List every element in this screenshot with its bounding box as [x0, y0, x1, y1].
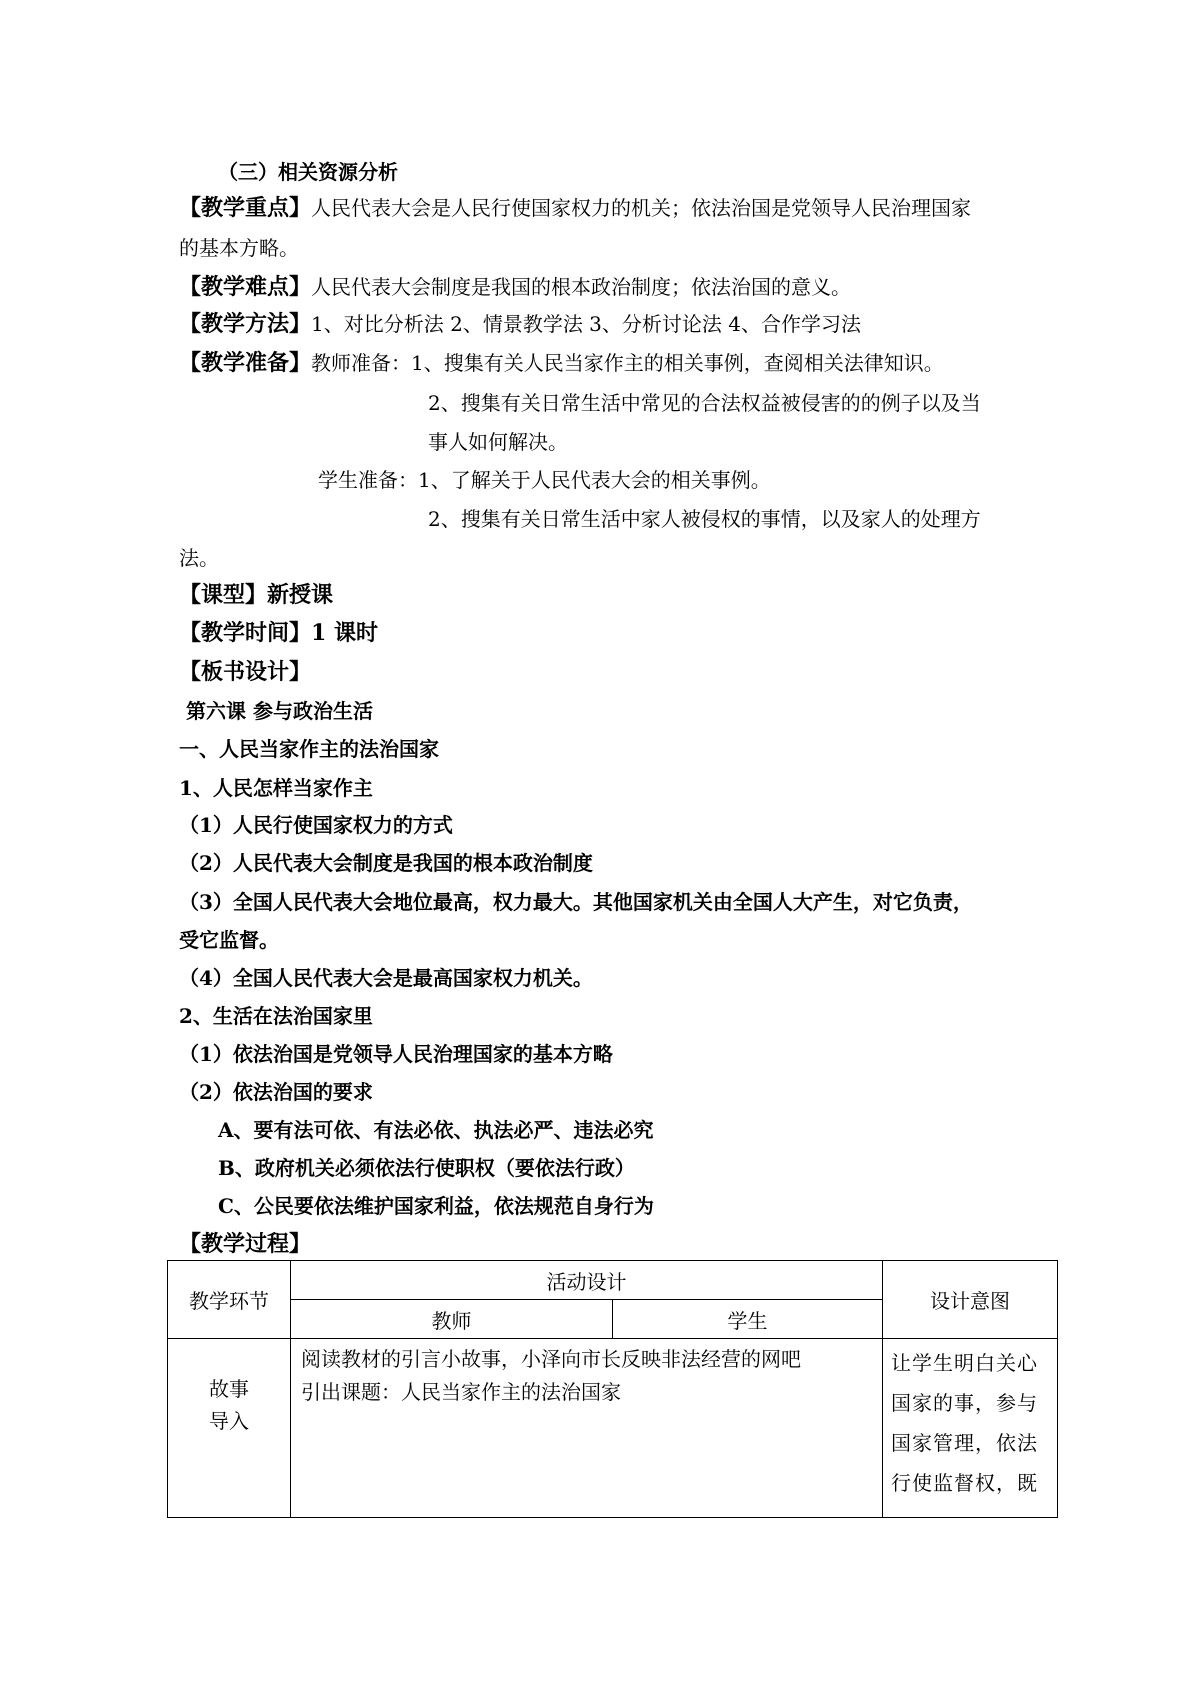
board-line: （2）人民代表大会制度是我国的根本政治制度 [179, 851, 593, 875]
resource-heading: （三）相关资源分析 [218, 160, 398, 184]
intent-line: 国家的事，参与 [891, 1391, 1038, 1415]
difficulties-text: 人民代表大会制度是我国的根本政治制度；依法治国的意义。 [311, 275, 852, 299]
teaching-process-table [167, 1260, 1058, 1518]
board-line: 1、人民怎样当家作主 [179, 776, 373, 800]
methods-line [179, 312, 861, 336]
board-line: C、公民要依法维护国家利益，依法规范自身行为 [218, 1194, 654, 1218]
header-stage: 教学环节 [168, 1261, 291, 1339]
board-design-heading: 【板书设计】 [179, 659, 312, 685]
board-line: （2）依法治国的要求 [179, 1080, 373, 1104]
student-prep-2-cont: 法。 [179, 546, 219, 570]
teacher-activity-line: 引出课题：人民当家作主的法治国家 [301, 1380, 621, 1404]
lesson-type: 【课型】新授课 [179, 582, 334, 608]
student-prep-1: 学生准备：1、了解关于人民代表大会的相关事例。 [318, 468, 771, 492]
key-points-label: 【教学重点】 [179, 195, 312, 221]
difficulties-label: 【教学难点】 [179, 274, 312, 300]
board-line: 第六课 参与政治生活 [186, 699, 373, 723]
teacher-prep-2: 2、搜集有关日常生活中常见的合法权益被侵害的的例子以及当 [428, 391, 981, 415]
teacher-prep-1: 教师准备：1、搜集有关人民当家作主的相关事例，查阅相关法律知识。 [311, 351, 944, 375]
key-points-text: 人民代表大会是人民行使国家权力的机关；依法治国是党领导人民治理国家 [311, 196, 972, 220]
board-line: （1）依法治国是党领导人民治理国家的基本方略 [179, 1042, 613, 1066]
stage-line: 故事 [209, 1377, 249, 1401]
intent-line: 国家管理，依法 [891, 1431, 1038, 1455]
stage-line: 导入 [209, 1409, 249, 1433]
teacher-activity-cell [291, 1339, 883, 1518]
intent-cell [883, 1339, 1058, 1518]
methods-text: 1、对比分析法 2、情景教学法 3、分析讨论法 4、合作学习法 [311, 312, 861, 336]
header-teacher: 教师 [291, 1300, 613, 1339]
process-heading: 【教学过程】 [179, 1231, 312, 1257]
board-line: 一、人民当家作主的法治国家 [179, 737, 439, 761]
student-prep-2: 2、搜集有关日常生活中家人被侵权的事情，以及家人的处理方 [428, 507, 981, 531]
preparation-line [179, 351, 944, 375]
teacher-prep-2-cont: 事人如何解决。 [428, 430, 568, 454]
key-points-line [179, 196, 971, 220]
board-line: B、政府机关必须依法行使职权（要依法行政） [218, 1156, 635, 1180]
lesson-time: 【教学时间】1 课时 [179, 620, 378, 646]
intent-line: 行使监督权，既 [891, 1471, 1038, 1495]
header-student: 学生 [613, 1300, 883, 1339]
header-intent: 设计意图 [883, 1261, 1058, 1339]
stage-cell [168, 1339, 291, 1518]
board-line: （1）人民行使国家权力的方式 [179, 813, 453, 837]
teacher-activity-line: 阅读教材的引言小故事，小泽向市长反映非法经营的网吧 [301, 1347, 801, 1371]
header-activity: 活动设计 [291, 1261, 883, 1300]
board-line: 受它监督。 [179, 928, 279, 952]
board-line: （4）全国人民代表大会是最高国家权力机关。 [179, 966, 593, 990]
key-points-text-cont: 的基本方略。 [179, 236, 299, 260]
board-line: 2、生活在法治国家里 [179, 1004, 373, 1028]
board-line: （3）全国人民代表大会地位最高，权力最大。其他国家机关由全国人大产生，对它负责， [179, 890, 973, 914]
table-row [168, 1339, 1058, 1518]
board-line: A、要有法可依、有法必依、执法必严、违法必究 [218, 1118, 654, 1142]
difficulties-line [179, 275, 851, 299]
methods-label: 【教学方法】 [179, 311, 312, 337]
intent-line: 让学生明白关心 [891, 1351, 1038, 1375]
preparation-label: 【教学准备】 [179, 350, 312, 376]
